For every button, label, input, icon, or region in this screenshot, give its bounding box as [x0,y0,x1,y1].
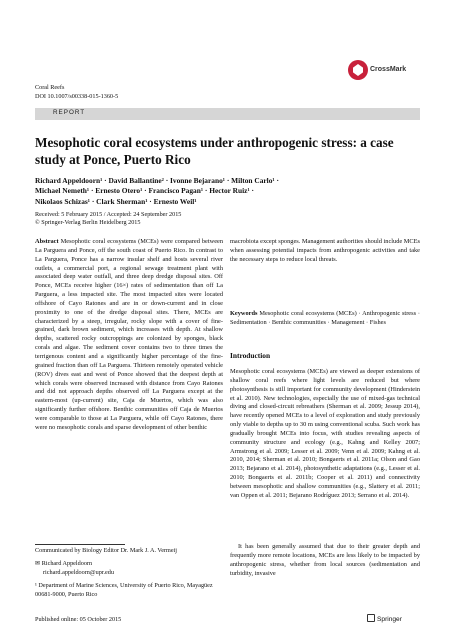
keywords [230,310,420,328]
crossmark-badge[interactable] [348,60,408,82]
affiliation: ¹ Department of Marine Sciences, University of Puerto Rico, Mayagüez 00681-9000, Puerto Rico [35,582,213,598]
corresponding-author [35,560,223,577]
abstract-continued: macrobiota except sponges. Management authorities should include MCEs when assessing potential impacts from anthropogenic activities and take the necessary steps to reduce local threats. [230,238,420,263]
keywords-text: Mesophotic coral ecosystems (MCEs) · Anthropogenic stress · Sedimentation · Benthic communities · Management · Fishes [230,310,420,326]
published-online: Published online: 05 October 2015 [35,616,122,623]
copyright: © Springer-Verlag Berlin Heidelberg 2015 [35,219,141,226]
author-line: Michael Nemeth¹ · Ernesto Otero¹ · Francisco Pagan¹ · Hector Ruiz¹ · [35,186,254,196]
crossmark-label: CrossMark [370,66,407,73]
abstract-label: Abstract [35,238,59,245]
paper-title: Mesophotic coral ecosystems under anthropogenic stress: a case study at Ponce, Puerto Rico [35,135,394,167]
keywords-label: Keywords [230,310,258,317]
author-line: Nikolaos Schizas¹ · Clark Sherman¹ · Ernesto Weil¹ [35,196,197,206]
email-link[interactable]: richard.appeldoorn@upr.edu [43,568,114,576]
author-list [35,176,335,207]
crossmark-icon [348,60,368,80]
footnote-divider [35,544,125,545]
communicated-by: Communicated by Biology Editor Dr. Mark J. A. Vermeij [35,547,178,554]
doi: DOI 10.1007/s00338-015-1360-5 [35,93,119,100]
section-bar [35,108,420,120]
abstract [35,238,223,433]
intro-paragraph-2: It has been generally assumed that due to their greater depth and frequently more remote locations, MCEs are less likely to be impacted by anthropogenic stress, whether from local sources (sedimentation and turbidity, invasive [230,543,420,577]
publisher-name: Springer [377,616,402,623]
introduction-heading: Introduction [230,351,271,360]
author-line: Richard Appeldoorn¹ · David Ballantine² · Ivonne Bejarano¹ · Milton Carlo¹ · [35,176,279,185]
section-label: REPORT [53,109,86,116]
journal-name: Coral Reefs [35,84,65,91]
publisher-logo [367,614,402,623]
received-dates: Received: 5 February 2015 / Accepted: 24 September 2015 [35,211,182,218]
abstract-text: Mesophotic coral ecosystems (MCEs) were compared between La Parguera and Ponce, off the south coast of Puerto Rico. In contrast to La Parguera, Ponce has a narrow insular shelf and hosts several river outlets, a commercial port, a regional sewage treatment plant with associated deep water outfall, and three deep dredge disposal sites. Off Ponce, MCEs receive higher (16×) rates of sedimentation than off La Parguera, a less impacted site. The most impacted sites were located offshore of Cayo Ratones and are in or down-current and in close proximity to one of the dredge disposal sites. There, MCEs are characterized by a steep, irregular, rocky slope with a cover of fine-grained, dark brown sediment, which increases with depth. At shallow depths, scattered rocky outcroppings are colonized by sponges, black corals and algae. The sediment cover contains two to three times the terrigenous content and a significantly higher percentage of the fine-grained fraction than off La Parguera. Thirteen remotely operated vehicle (ROV) dives east and west of Ponce showed that the deepest depth at which corals were observed increased with distance from Cayo Ratones and did not approach depths observed off La Parguera except at the eastern-most (up-current) site, Caja de Muertos, which was also significantly further offshore. Benthic communities off Caja de Muertos were comparable to those at La Parguera, while off Cayo Ratones, there were no mesophotic corals and sparse development of other benthic [35,238,223,431]
corresponding-author-name: ✉ Richard Appeldoorn [35,560,93,567]
springer-icon [367,614,375,622]
intro-paragraph-1: Mesophotic coral ecosystems (MCEs) are viewed as deeper extensions of shallow coral reefs where light levels are reduced but where photosynthesis is still important for community development (Hinderstein et al. 2010). New technologies, especially the use of mixed-gas technical diving and closed-circuit rebreathers (Sherman et al. 2009; Jessup 2014), have recently opened MCEs to a level of exploration and study previously only viable to depths up to 30 m using conventional scuba. Such work has gradually brought MCEs into focus, with studies revealing aspects of community structure and ecology (e.g., Kahng and Kelley 2007; Armstrong et al. 2009; Lesser et al. 2009; Venn et al. 2009; Kahng et al. 2010, 2014; Sherman et al. 2010; Bongaerts et al. 2011a; Olson and Gao 2013; Bejarano et al. 2014), photosynthetic adaptations (e.g., Lesser et al. 2010; Bongaerts et al. 2011b; Cooper et al. 2011) and connectivity between mesophotic and shallow communities (e.g., Slattery et al. 2011; van Oppen et al. 2011; Bejarano Rodríguez 2013; Serrano et al. 2014). [230,368,420,499]
